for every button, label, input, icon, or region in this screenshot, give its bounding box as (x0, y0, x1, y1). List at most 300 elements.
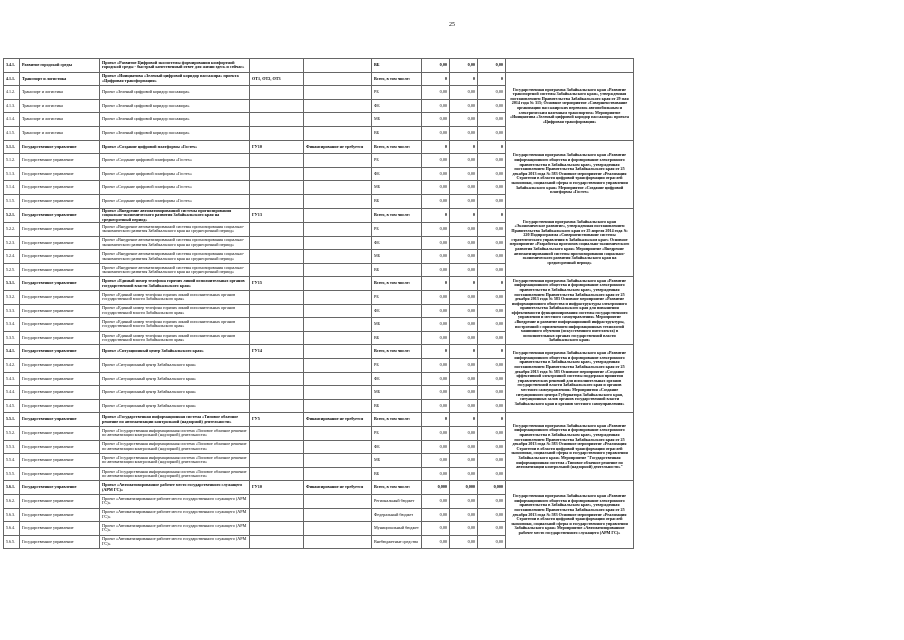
row-number-cell: 5.6.4. (4, 522, 20, 536)
table-row (4, 140, 634, 154)
sector-cell: Государственное управление (20, 250, 100, 264)
amount-3-cell: 0,00 (478, 426, 506, 440)
indicator-cell: ГУ13 (250, 208, 304, 223)
amount-3-cell: 0 (478, 208, 506, 223)
budget-source-cell: Всего, в том числе: (372, 413, 422, 427)
amount-1-cell: 0,00 (422, 181, 450, 195)
amount-2-cell: 0,00 (450, 113, 478, 127)
amount-2-cell: 0,00 (450, 236, 478, 250)
indicator-cell (250, 59, 304, 73)
amount-1-cell: 0,00 (422, 223, 450, 237)
amount-3-cell: 0,00 (478, 86, 506, 100)
amount-1-cell: 0 (422, 413, 450, 427)
amount-1-cell: 0,00 (422, 386, 450, 400)
amount-1-cell: 0,00 (422, 126, 450, 140)
budget-source-cell: РБ (372, 223, 422, 237)
project-name-cell: Проект «Создание цифровой платформы «Гостех» (100, 140, 250, 154)
project-name-cell: Проект «Автоматизированное рабочее место государственного служащего (АРМ ГС)» (100, 481, 250, 495)
amount-3-cell: 0,00 (478, 59, 506, 73)
amount-1-cell: 0,00 (422, 59, 450, 73)
sector-cell: Государственное управление (20, 318, 100, 332)
amount-2-cell: 0,00 (450, 223, 478, 237)
amount-2-cell: 0,00 (450, 318, 478, 332)
amount-3-cell: 0,00 (478, 331, 506, 345)
project-name-cell: Проект «Зеленый цифровой коридор пассажира» (100, 99, 250, 113)
financing-note-cell (304, 99, 372, 113)
budget-source-cell: РБ (372, 154, 422, 168)
sector-cell: Государственное управление (20, 154, 100, 168)
project-name-cell: Проект «Автоматизированное рабочее место государственного служащего (АРМ ГС)» (100, 508, 250, 522)
amount-3-cell: 0,00 (478, 126, 506, 140)
state-program-cell: Государственная программа Забайкальского края «Развитие транспортной системы Забайкальского края», утвержденная постановлением Правительства Забайкальского края от 29 мая 2014 года № 315; Основное мероприятие «Совершенствование организации пассажирских перевозок автомобильным и электрическим наземным транспортом» Мероприятие «Инициатива «Зеленый цифровой коридор пассажира» проекта «Цифровая трансформация» (506, 72, 634, 140)
financing-note-cell (304, 250, 372, 264)
financing-note-cell (304, 522, 372, 536)
indicator-cell (250, 250, 304, 264)
amount-2-cell: 0,00 (450, 181, 478, 195)
project-name-cell: Проект «Создание цифровой платформы «Гостех» (100, 154, 250, 168)
project-name-cell: Проект «Зеленый цифровой коридор пассажира» (100, 126, 250, 140)
amount-1-cell: 0,00 (422, 331, 450, 345)
amount-3-cell: 0,00 (478, 113, 506, 127)
sector-cell: Государственное управление (20, 454, 100, 468)
budget-source-cell: МБ (372, 454, 422, 468)
project-name-cell: Проект «Единый номер телефона горячих линий исполнительных органов государственной власти Забайкальского края» (100, 304, 250, 318)
financing-note-cell (304, 508, 372, 522)
amount-3-cell: 0,00 (478, 291, 506, 305)
sector-cell: Государственное управление (20, 345, 100, 359)
amount-2-cell: 0,00 (450, 494, 478, 508)
amount-1-cell: 0,00 (422, 194, 450, 208)
row-number-cell: 4.1.3. (4, 99, 20, 113)
project-name-cell: Проект «Автоматизированное рабочее место государственного служащего (АРМ ГС)» (100, 522, 250, 536)
project-name-cell: Проект «Ситуационный центр Забайкальского края» (100, 386, 250, 400)
amount-2-cell: 0,00 (450, 426, 478, 440)
amount-2-cell: 0,00 (450, 154, 478, 168)
sector-cell: Транспорт и логистика (20, 72, 100, 86)
indicator-cell: ГУ10 (250, 140, 304, 154)
amount-3-cell: 0,00 (478, 318, 506, 332)
indicator-cell (250, 99, 304, 113)
amount-2-cell: 0 (450, 413, 478, 427)
budget-source-cell: Всего, в том числе: (372, 208, 422, 223)
financing-note-cell (304, 208, 372, 223)
project-name-cell: Проект «Зеленый цифровой коридор пассажира» (100, 113, 250, 127)
amount-2-cell: 0,00 (450, 358, 478, 372)
financing-note-cell (304, 358, 372, 372)
amount-2-cell: 0,00 (450, 194, 478, 208)
amount-3-cell: 0,00 (478, 99, 506, 113)
amount-3-cell: 0 (478, 413, 506, 427)
budget-source-cell: РБ (372, 291, 422, 305)
sector-cell: Государственное управление (20, 440, 100, 454)
state-program-cell: Государственная программа Забайкальского края «Развитие информационного общества и формирование электронного правительства в Забайкальском крае», утвержденная постановлением Правительства Забайкальского края от 25 декабря 2013 года № 583 Основное мероприятие «Реализация Стратегии в области цифровой трансформации отраслей экономики, социальной сферы и государственного управления Забайкальского края» Мероприятие «Автоматизированное рабочее место государственного служащего (АРМ ГС)» (506, 481, 634, 549)
table-row (4, 345, 634, 359)
indicator-cell: ГУ15 (250, 277, 304, 291)
row-number-cell: 5.4.1. (4, 345, 20, 359)
amount-2-cell: 0,00 (450, 263, 478, 277)
project-name-cell: Проект «Внедрение автоматизированной системы прогнозирования социально-экономического развития Забайкальского края на среднесрочный период» (100, 208, 250, 223)
amount-2-cell: 0,00 (450, 399, 478, 413)
amount-1-cell: 0,00 (422, 508, 450, 522)
row-number-cell: 5.4.3. (4, 372, 20, 386)
state-program-cell: Государственная программа Забайкальского края «Экономическое развитие», утвержденная постановлением Правительства Забайкальского края от 25 апреля 2014 года № 220 Подпрограмма «Совершенствование системы стратегического управления в Забайкальском крае» Основное мероприятие «Разработка прогнозов социально-экономического развития Забайкальского края» Мероприятие «Внедрение автоматизированной системы прогнозирования социально-экономического развития Забайкальского края на среднесрочный период» (506, 208, 634, 277)
sector-cell: Государственное управление (20, 399, 100, 413)
financing-note-cell (304, 467, 372, 481)
budget-source-cell: Всего, в том числе: (372, 72, 422, 86)
sector-cell: Государственное управление (20, 263, 100, 277)
project-name-cell: Проект «Внедрение автоматизированной системы прогнозирования социально-экономического развития Забайкальского края на среднесрочный период» (100, 263, 250, 277)
budget-source-cell: ВБ (372, 399, 422, 413)
amount-2-cell: 0,00 (450, 167, 478, 181)
amount-2-cell: 0,00 (450, 467, 478, 481)
table-row (4, 277, 634, 291)
indicator-cell (250, 522, 304, 536)
state-program-cell: Государственная программа Забайкальского края «Развитие информационного общества и формирование электронного правительства в Забайкальском крае», утвержденная постановлением Правительства Забайкальского края от 25 декабря 2013 года № 583 Основное мероприятие «Реализация Стратегии в области цифровой трансформации отраслей экономики, социальной сферы и государственного управления Забайкальского края» Мероприятие «Создание цифровой платформы «Гостех» (506, 140, 634, 208)
amount-3-cell: 0,00 (478, 494, 506, 508)
amount-1-cell: 0,00 (422, 113, 450, 127)
project-name-cell: Проект «Внедрение автоматизированной системы прогнозирования социально-экономического развития Забайкальского края на среднесрочный период» (100, 250, 250, 264)
amount-2-cell: 0,00 (450, 535, 478, 549)
budget-source-cell: ВБ (372, 263, 422, 277)
financing-note-cell (304, 291, 372, 305)
indicator-cell (250, 86, 304, 100)
financing-note-cell (304, 277, 372, 291)
budget-source-cell: РБ (372, 86, 422, 100)
indicator-cell (250, 126, 304, 140)
row-number-cell: 5.3.4. (4, 318, 20, 332)
sector-cell: Государственное управление (20, 426, 100, 440)
project-name-cell: Проект «Автоматизированное рабочее место государственного служащего (АРМ ГС)» (100, 535, 250, 549)
amount-2-cell: 0,00 (450, 86, 478, 100)
budget-source-cell: ФБ (372, 99, 422, 113)
indicator-cell (250, 535, 304, 549)
amount-3-cell: 0,000 (478, 481, 506, 495)
amount-3-cell: 0,00 (478, 372, 506, 386)
financing-note-cell (304, 167, 372, 181)
amount-1-cell: 0,00 (422, 167, 450, 181)
amount-1-cell: 0,00 (422, 454, 450, 468)
amount-3-cell: 0 (478, 345, 506, 359)
row-number-cell: 5.6.2. (4, 494, 20, 508)
row-number-cell: 5.5.4. (4, 454, 20, 468)
budget-source-cell: Федеральный бюджет (372, 508, 422, 522)
budget-source-cell: МБ (372, 386, 422, 400)
financing-note-cell (304, 59, 372, 73)
financing-note-cell (304, 331, 372, 345)
amount-1-cell: 0,00 (422, 467, 450, 481)
project-name-cell: Проект «Государственная информационная система «Типовое облачное решение по автоматизации контрольной (надзорной) деятельности» (100, 440, 250, 454)
project-name-cell: Проект «Ситуационный центр Забайкальского края» (100, 372, 250, 386)
state-program-cell (506, 59, 634, 73)
amount-1-cell: 0,00 (422, 372, 450, 386)
project-name-cell: Проект «Внедрение автоматизированной системы прогнозирования социально-экономического развития Забайкальского края на среднесрочный период» (100, 223, 250, 237)
sector-cell: Государственное управление (20, 358, 100, 372)
indicator-cell (250, 194, 304, 208)
budget-source-cell: Региональный бюджет (372, 494, 422, 508)
row-number-cell: 5.6.1. (4, 481, 20, 495)
row-number-cell: 4.1.5. (4, 126, 20, 140)
budget-source-cell: ВБ (372, 59, 422, 73)
amount-2-cell: 0,00 (450, 291, 478, 305)
table-row (4, 481, 634, 495)
row-number-cell: 5.5.1. (4, 413, 20, 427)
row-number-cell: 5.2.2. (4, 223, 20, 237)
amount-2-cell: 0,00 (450, 386, 478, 400)
budget-source-cell: МБ (372, 181, 422, 195)
row-number-cell: 5.1.3. (4, 167, 20, 181)
project-name-cell: Проект «Зеленый цифровой коридор пассажира» (100, 86, 250, 100)
budget-source-cell: ВБ (372, 194, 422, 208)
budget-source-cell: Всего, в том числе: (372, 481, 422, 495)
financing-note-cell (304, 154, 372, 168)
indicator-cell (250, 399, 304, 413)
financing-note-cell (304, 194, 372, 208)
amount-2-cell: 0,00 (450, 440, 478, 454)
sector-cell: Государственное управление (20, 494, 100, 508)
indicator-cell (250, 291, 304, 305)
sector-cell: Государственное управление (20, 372, 100, 386)
table-row (4, 413, 634, 427)
amount-2-cell: 0,00 (450, 372, 478, 386)
amount-3-cell: 0 (478, 72, 506, 86)
row-number-cell: 5.1.4. (4, 181, 20, 195)
amount-1-cell: 0 (422, 208, 450, 223)
amount-3-cell: 0,00 (478, 250, 506, 264)
sector-cell: Государственное управление (20, 223, 100, 237)
project-name-cell: Проект «Ситуационный центр Забайкальского края» (100, 345, 250, 359)
amount-3-cell: 0,00 (478, 167, 506, 181)
budget-source-cell: ФБ (372, 304, 422, 318)
sector-cell: Государственное управление (20, 522, 100, 536)
page-number: 25 (449, 22, 455, 28)
sector-cell: Транспорт и логистика (20, 113, 100, 127)
project-name-cell: Проект «Государственная информационная система «Типовое облачное решение по автоматизации контрольной (надзорной) деятельности» (100, 413, 250, 427)
sector-cell: Государственное управление (20, 277, 100, 291)
sector-cell: Развитие городской среды (20, 59, 100, 73)
row-number-cell: 5.3.3. (4, 304, 20, 318)
project-name-cell: Проект «Государственная информационная система «Типовое облачное решение по автоматизации контрольной (надзорной) деятельности» (100, 467, 250, 481)
budget-source-cell: МБ (372, 113, 422, 127)
amount-1-cell: 0,00 (422, 154, 450, 168)
budget-source-cell: ФБ (372, 236, 422, 250)
financing-note-cell (304, 535, 372, 549)
amount-2-cell: 0 (450, 345, 478, 359)
project-name-cell: Проект «Единый номер телефона горячих линий исполнительных органов государственной власти Забайкальского края» (100, 291, 250, 305)
financing-note-cell (304, 304, 372, 318)
project-name-cell: Проект «Создание цифровой платформы «Гостех» (100, 194, 250, 208)
indicator-cell (250, 236, 304, 250)
amount-3-cell: 0,00 (478, 508, 506, 522)
amount-3-cell: 0,00 (478, 358, 506, 372)
row-number-cell: 5.5.2. (4, 426, 20, 440)
budget-source-cell: Всего, в том числе: (372, 277, 422, 291)
project-name-cell: Проект «Государственная информационная система «Типовое облачное решение по автоматизации контрольной (надзорной) деятельности» (100, 426, 250, 440)
indicator-cell: ГУ10 (250, 481, 304, 495)
amount-2-cell: 0,00 (450, 99, 478, 113)
project-name-cell: Проект «Единый номер телефона горячих линий исполнительных органов государственной власти Забайкальского края» (100, 331, 250, 345)
amount-1-cell: 0,00 (422, 99, 450, 113)
row-number-cell: 5.2.1. (4, 208, 20, 223)
row-number-cell: 5.5.3. (4, 440, 20, 454)
amount-1-cell: 0,00 (422, 86, 450, 100)
indicator-cell (250, 304, 304, 318)
sector-cell: Государственное управление (20, 386, 100, 400)
row-number-cell: 5.3.2. (4, 291, 20, 305)
amount-3-cell: 0,00 (478, 236, 506, 250)
row-number-cell: 5.4.2. (4, 358, 20, 372)
amount-3-cell: 0,00 (478, 522, 506, 536)
sector-cell: Государственное управление (20, 167, 100, 181)
sector-cell: Государственное управление (20, 236, 100, 250)
amount-2-cell: 0,00 (450, 331, 478, 345)
row-number-cell: 5.2.5. (4, 263, 20, 277)
row-number-cell: 5.1.2. (4, 154, 20, 168)
indicator-cell (250, 167, 304, 181)
project-name-cell: Проект «Развитие Цифровой экосистемы формирования комфортной городской среды - быстрый качественный ответ для жизни здесь и сейчас» (100, 59, 250, 73)
amount-1-cell: 0 (422, 140, 450, 154)
financing-note-cell (304, 372, 372, 386)
indicator-cell (250, 154, 304, 168)
budget-source-cell: ФБ (372, 372, 422, 386)
sector-cell: Государственное управление (20, 508, 100, 522)
row-number-cell: 4.1.1. (4, 72, 20, 86)
amount-2-cell: 0,00 (450, 522, 478, 536)
amount-1-cell: 0 (422, 277, 450, 291)
financing-note-cell (304, 345, 372, 359)
state-program-cell: Государственная программа Забайкальского края «Развитие информационного общества и формирование электронного правительства в Забайкальском крае», утвержденная постановлением Правительства Забайкальского края от 25 декабря 2013 года № 583 Основное мероприятие «Создание эффективной электронной системы поддержки принятия управленческих решений для исполнительных органов государственной власти Забайкальского края и органов местного самоуправления» Мероприятия «Создание ситуационного центра Губернатора Забайкальского края, ситуационных залов органов государственной власти Забайкальского края и органов местного самоуправления» (506, 345, 634, 413)
project-name-cell: Проект «Инициатива «Зеленый цифровой коридор пассажира» проекта «Цифровая трансформация» (100, 72, 250, 86)
indicator-cell: ОТ1, ОТ2, ОТ3 (250, 72, 304, 86)
sector-cell: Транспорт и логистика (20, 126, 100, 140)
amount-2-cell: 0 (450, 72, 478, 86)
amount-1-cell: 0,00 (422, 304, 450, 318)
amount-3-cell: 0 (478, 140, 506, 154)
indicator-cell (250, 467, 304, 481)
project-name-cell: Проект «Создание цифровой платформы «Гостех» (100, 181, 250, 195)
financing-note-cell: Финансирование не требуется (304, 481, 372, 495)
sector-cell: Государственное управление (20, 291, 100, 305)
amount-2-cell: 0,00 (450, 454, 478, 468)
row-number-cell: 5.1.5. (4, 194, 20, 208)
amount-3-cell: 0,00 (478, 467, 506, 481)
row-number-cell: 3.4.1. (4, 59, 20, 73)
budget-source-cell: ФБ (372, 440, 422, 454)
indicator-cell (250, 454, 304, 468)
amount-3-cell: 0,00 (478, 154, 506, 168)
financing-note-cell (304, 236, 372, 250)
financing-note-cell (304, 223, 372, 237)
sector-cell: Государственное управление (20, 181, 100, 195)
sector-cell: Государственное управление (20, 208, 100, 223)
amount-1-cell: 0,00 (422, 494, 450, 508)
budget-source-cell: Муниципальный бюджет (372, 522, 422, 536)
financing-note-cell (304, 72, 372, 86)
budget-source-cell: РБ (372, 426, 422, 440)
sector-cell: Транспорт и логистика (20, 86, 100, 100)
sector-cell: Государственное управление (20, 331, 100, 345)
amount-3-cell: 0,00 (478, 304, 506, 318)
indicator-cell (250, 426, 304, 440)
amount-2-cell: 0,00 (450, 508, 478, 522)
amount-2-cell: 0,000 (450, 481, 478, 495)
financing-note-cell (304, 454, 372, 468)
amount-1-cell: 0,000 (422, 481, 450, 495)
amount-1-cell: 0,00 (422, 426, 450, 440)
state-program-cell: Государственная программа Забайкальского края «Развитие информационного общества и формирование электронного правительства в Забайкальском крае», утвержденная постановлением Правительства Забайкальского края от 25 декабря 2013 года № 583 Основное мероприятие «Развитие информационного общества и инфраструктуры электронного правительства Забайкальского края для повышения эффективности функционирования системы государственного управления и местного самоуправления» Мероприятие «Внедрение и развитие информационной инфраструктуры, построенной с применением информационных технологий машинного обучения (искусственного интеллекта) в исполнительных органах государственной власти Забайкальского края» (506, 277, 634, 345)
budget-source-cell: Внебюджетные средства (372, 535, 422, 549)
budget-source-cell: ФБ (372, 167, 422, 181)
indicator-cell (250, 113, 304, 127)
project-name-cell: Проект «Ситуационный центр Забайкальского края» (100, 358, 250, 372)
amount-3-cell: 0,00 (478, 454, 506, 468)
amount-1-cell: 0,00 (422, 522, 450, 536)
budget-source-cell: ВБ (372, 467, 422, 481)
amount-2-cell: 0,00 (450, 250, 478, 264)
budget-source-cell: Всего, в том числе: (372, 345, 422, 359)
financing-note-cell (304, 426, 372, 440)
amount-2-cell: 0 (450, 277, 478, 291)
financing-note-cell (304, 263, 372, 277)
row-number-cell: 5.6.5. (4, 535, 20, 549)
amount-3-cell: 0,00 (478, 399, 506, 413)
indicator-cell (250, 263, 304, 277)
sector-cell: Государственное управление (20, 140, 100, 154)
amount-1-cell: 0,00 (422, 318, 450, 332)
amount-2-cell: 0,00 (450, 126, 478, 140)
indicator-cell (250, 494, 304, 508)
project-name-cell: Проект «Автоматизированное рабочее место государственного служащего (АРМ ГС)» (100, 494, 250, 508)
financing-note-cell (304, 86, 372, 100)
amount-3-cell: 0,00 (478, 181, 506, 195)
table-row (4, 208, 634, 223)
row-number-cell: 5.2.3. (4, 236, 20, 250)
indicator-cell: ГУ5 (250, 413, 304, 427)
project-name-cell: Проект «Государственная информационная система «Типовое облачное решение по автоматизации контрольной (надзорной) деятельности» (100, 454, 250, 468)
indicator-cell (250, 331, 304, 345)
amount-3-cell: 0,00 (478, 535, 506, 549)
row-number-cell: 5.3.1. (4, 277, 20, 291)
sector-cell: Государственное управление (20, 304, 100, 318)
financing-note-cell (304, 386, 372, 400)
row-number-cell: 5.1.1. (4, 140, 20, 154)
state-program-cell: Государственная программа Забайкальского края «Развитие информационного общества и формирование электронного правительства в Забайкальском крае», утвержденная постановлением Правительства Забайкальского края от 25 декабря 2013 года № 583 Основное мероприятие «Реализация Стратегии в области цифровой трансформации отраслей экономики, социальной сферы и государственного управления Забайкальского края» Мероприятие "Государственная информационная система «Типовое облачное решение по автоматизации контрольной (надзорной) деятельности»" (506, 413, 634, 481)
row-number-cell: 5.4.5. (4, 399, 20, 413)
program-table (3, 58, 634, 549)
row-number-cell: 5.2.4. (4, 250, 20, 264)
financing-note-cell (304, 318, 372, 332)
row-number-cell: 5.4.4. (4, 386, 20, 400)
amount-3-cell: 0,00 (478, 194, 506, 208)
financing-note-cell: Финансирование не требуется (304, 140, 372, 154)
row-number-cell: 5.5.5. (4, 467, 20, 481)
sector-cell: Государственное управление (20, 194, 100, 208)
indicator-cell (250, 223, 304, 237)
amount-2-cell: 0,00 (450, 59, 478, 73)
indicator-cell (250, 386, 304, 400)
amount-1-cell: 0,00 (422, 236, 450, 250)
amount-1-cell: 0,00 (422, 399, 450, 413)
budget-source-cell: МБ (372, 250, 422, 264)
financing-note-cell (304, 126, 372, 140)
budget-source-cell: МБ (372, 318, 422, 332)
indicator-cell: ГУ14 (250, 345, 304, 359)
project-name-cell: Проект «Внедрение автоматизированной системы прогнозирования социально-экономического развития Забайкальского края на среднесрочный период» (100, 236, 250, 250)
budget-source-cell: ВБ (372, 331, 422, 345)
row-number-cell: 4.1.2. (4, 86, 20, 100)
budget-source-cell: Всего, в том числе: (372, 140, 422, 154)
table-row (4, 59, 634, 73)
amount-3-cell: 0 (478, 277, 506, 291)
